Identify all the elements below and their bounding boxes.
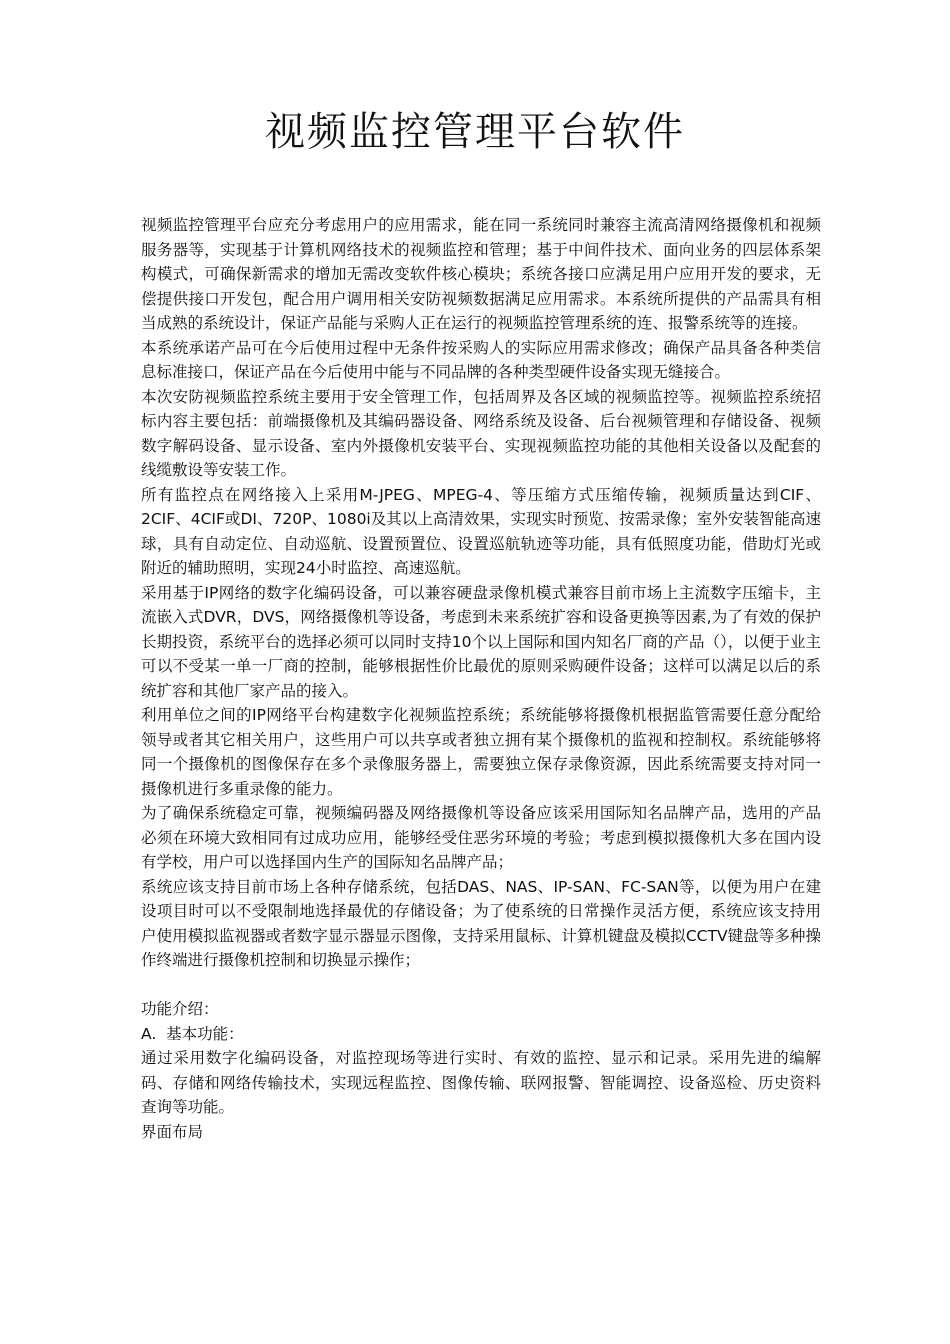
section-subheading: A. 基本功能： — [141, 1024, 244, 1043]
paragraph-commitment: 本系统承诺产品可在今后使用过程中无条件按采购人的实际应用需求修改；确保产品具备各种类信息标准接口，保证产品在今后使用中能与不同品牌的各种类型硬件设备实现无缝接合。 — [141, 338, 821, 381]
document-body — [141, 213, 821, 1144]
paragraph-ip-encoding: 采用基于IP网络的数字化编码设备，可以兼容硬盘录像机模式兼容目前市场上主流数字压缩卡，主流嵌入式DVR，DVS，网络摄像机等设备，考虑到未来系统扩容和设备更换等因素,为了有效的保护长期投资，系统平台的选择必须可以同时支持10个以上国际和国内知名厂商的产品（），以便于业主可以不受某一单一厂商的控制，能够根据性价比最优的原则采购硬件设备；这样可以满足以后的系统扩容和其他厂家产品的接入。 — [141, 583, 821, 700]
paragraph-ip-network: 利用单位之间的IP网络平台构建数字化视频监控系统；系统能够将摄像机根据监管需要任意分配给领导或者其它相关用户，这些用户可以共享或者独立拥有某个摄像机的监视和控制权。系统能够将同一个摄像机的图像保存在多个录像服务器上，需要独立保存录像资源，因此系统需要支持对同一摄像机进行多重录像的能力。 — [141, 706, 821, 798]
paragraph-storage: 系统应该支持目前市场上各种存储系统，包括DAS、NAS、IP-SAN、FC-SAN等，以便为用户在建设项目时可以不受限制地选择最优的存储设备；为了使系统的日常操作灵活方便，系统应该支持用户使用模拟监视器或者数字显示器显示图像，支持采用鼠标、计算机键盘及模拟CCTV键盘等多种操作终端进行摄像机控制和切换显示操作； — [141, 877, 821, 969]
paragraph-scope: 本次安防视频监控系统主要用于安全管理工作，包括周界及各区域的视频监控等。视频监控系统招标内容主要包括：前端摄像机及其编码器设备、网络系统及设备、后台视频管理和存储设备、视频数字解码设备、显示设备、室内外摄像机安装平台、实现视频监控功能的其他相关设备以及配套的线缆敷设等安装工作。 — [141, 387, 821, 479]
section-trailing-label: 界面布局 — [141, 1122, 204, 1141]
document-title: 视频监控管理平台软件 — [265, 109, 685, 155]
section-spacer — [141, 973, 821, 998]
paragraph-basic-functions: 通过采用数字化编码设备，对监控现场等进行实时、有效的监控、显示和记录。采用先进的编解码、存储和网络传输技术，实现远程监控、图像传输、联网报警、智能调控、设备巡检、历史资料查询等功能。 — [141, 1049, 821, 1116]
paragraph-compression: 所有监控点在网络接入上采用M-JPEG、MPEG-4、等压缩方式压缩传输，视频质量达到CIF、2CIF、4CIF或DI、720P、1080i及其以上高清效果，实现实时预览、按需录像；室外安装智能高速球，具有自动定位、自动巡航、设置预置位、设置巡航轨迹等功能，具有低照度功能，借助灯光或附近的辅助照明，实现24小时监控、高速巡航。 — [141, 485, 821, 577]
section-heading: 功能介绍： — [141, 1000, 219, 1018]
paragraph-platform-overview: 视频监控管理平台应充分考虑用户的应用需求，能在同一系统同时兼容主流高清网络摄像机和视频服务器等，实现基于计算机网络技术的视频监控和管理；基于中间件技术、面向业务的四层体系架构模式，可确保新需求的增加无需改变软件核心模块；系统各接口应满足用户应用开发的要求，无偿提供接口开发包，配合用户调用相关安防视频数据满足应用需求。本系统所提供的产品需具有相当成熟的系统设计，保证产品能与采购人正在运行的视频监控管理系统的连、报警系统等的连接。 — [141, 216, 821, 332]
paragraph-reliability: 为了确保系统稳定可靠，视频编码器及网络摄像机等设备应该采用国际知名品牌产品，选用的产品必须在环境大致相同有过成功应用，能够经受住恶劣环境的考验；考虑到模拟摄像机大多在国内设有学校，用户可以选择国内生产的国际知名品牌产品； — [141, 804, 821, 871]
